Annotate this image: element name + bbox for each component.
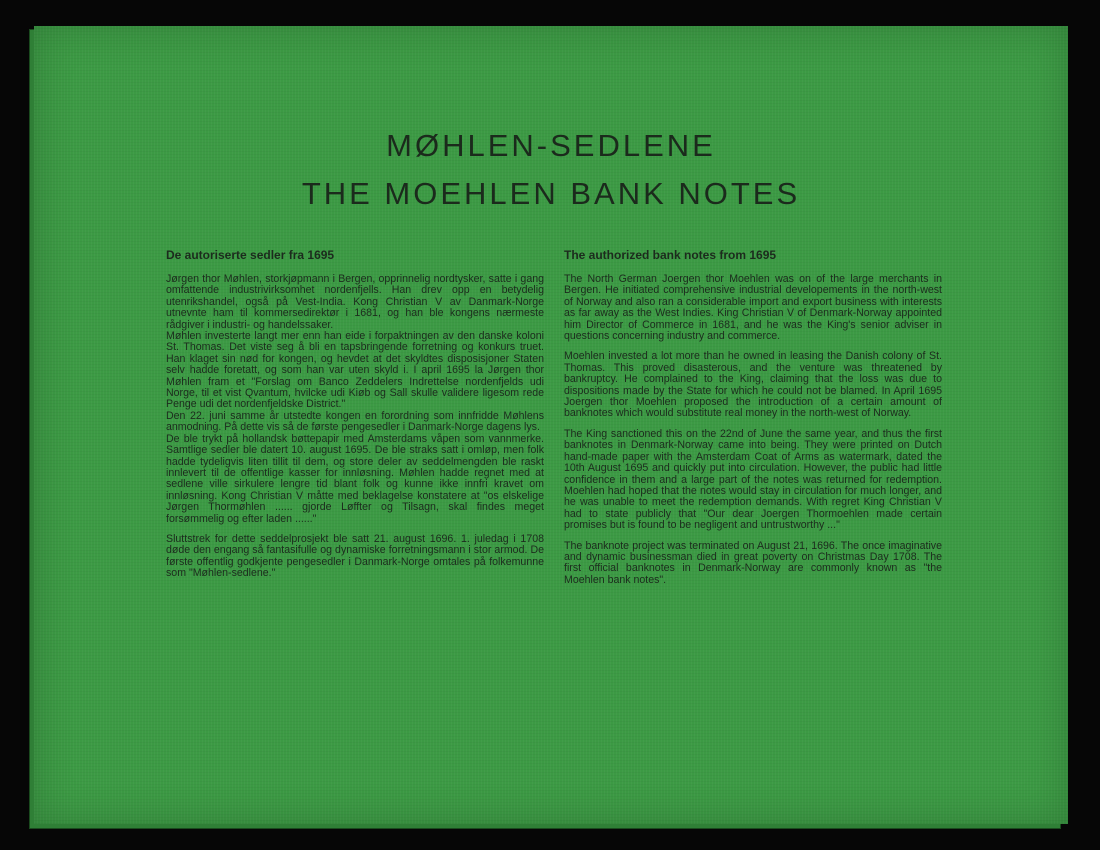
title-norwegian: MØHLEN-SEDLENE [386, 128, 716, 163]
norwegian-column [166, 248, 544, 580]
title-english: THE MOEHLEN BANK NOTES [301, 176, 801, 211]
english-paragraph-4: The banknote project was terminated on August 21, 1696. The once imaginative and dynamic businessman died in great poverty on Christmas Day 1708. The first official banknotes in Denmark-Norway are commonly known as "the Moehlen bank notes". [564, 539, 942, 586]
english-paragraph-1: The North German Joergen thor Moehlen was on of the large merchants in Bergen. He initiated comprehensive industrial developements in the north-west of Norway and also ran a considerable import and export business with interests as far away as the West Indies. King Christian V of Denmark-Norway appointed him Director of Commerce in 1681, and he was the King's senior adviser in questions concerning industry and commerce. [564, 273, 942, 343]
norwegian-paragraph-3: Den 22. juni samme år utstedte kongen en forordning som innfridde Møhlens anmodning. På dette vis så de første pengesedler i Danmark-Norge dagens lys. [166, 409, 544, 434]
english-paragraph-2: Moehlen invested a lot more than he owned in leasing the Danish colony of St. Thomas. This proved disasterous, and the venture was threatened by bankruptcy. He complained to the King, claiming that the loss was due to dispositions made by the State for which he could not be blamed. In April 1695 Joergen thor Moehlen proposed the introduction of a certain amount of banknotes which would substitute real money in the north-west of Norway. [564, 350, 942, 420]
norwegian-heading: De autoriserte sedler fra 1695 [166, 248, 335, 262]
english-paragraph-3: The King sanctioned this on the 22nd of June the same year, and thus the first banknotes in Denmark-Norway came into being. They were printed on Dutch hand-made paper with the Amsterdam Coat of Arms as watermark, dated the 10th August 1695 and quickly put into circulation. However, the public had little confidence in them and a large part of the notes was returned for redemption. Moehlen had hoped that the notes would stay in circulation for much longer, and he was unable to meet the redemption demands. With regret King Christian V had to state publicly that "Our dear Joergen Thormoehlen made certain promises but is found to be negligent and untrustworthy ..." [564, 427, 942, 532]
english-heading: The authorized bank notes from 1695 [564, 248, 777, 262]
norwegian-paragraph-1: Jørgen thor Møhlen, storkjøpmann i Bergen, opprinnelig nordtysker, satte i gang omfattende industrivirksomhet nordenfjells. Han drev opp en betydelig utenrikshandel, også på Vest-India. Kong Christian V av Danmark-Norge utnevnte ham til kommersedirektør i 1681, og han ble kongens nærmeste rådgiver i industri- og handelssaker. [166, 273, 544, 331]
english-column [564, 248, 942, 586]
norwegian-paragraph-5: Sluttstrek for dette seddelprosjekt ble satt 21. august 1696. 1. juledag i 1708 døde den engang så fantasifulle og dynamiske forretningsmann i stor armod. De første offentlig godkjente pengesedler i Danmark-Norge omtales på folkemunne som "Møhlen-sedlene." [166, 532, 544, 580]
norwegian-paragraph-2: Møhlen investerte langt mer enn han eide i forpaktningen av den danske koloni St. Thomas. Det viste seg å bli en tapsbringende forretning og konkurs truet. Han klaget sin nød for kongen, og hevdet at det skyldtes disposisjoner Staten selv hadde foretatt, og som han var uten skyld i. I april 1695 la Jørgen thor Møhlen fram et "Forslag om Banco Zeddelers Indrettelse nordenfjelds udi Norge, til et vist Qvantum, hvilcke udi Kiøb og Sall skulle validere ligesom rede Penge udi det nordenfjeldske District." [166, 330, 544, 411]
green-folder-sheet [34, 26, 1068, 824]
norwegian-paragraph-4: De ble trykt på hollandsk bøttepapir med Amsterdams våpen som vannmerke. Samtlige sedler ble datert 10. august 1695. De ble straks satt i omløp, men folk hadde tydeligvis liten tillit til dem, og store deler av seddelmengden ble raskt innlevert til de offentlige kasser for innløsning. Møhlen hadde regnet med at sedlene ville sirkulere lengre tid blant folk og kunne ikke innfri kravet om innløsning. Kong Christian V måtte med beklagelse konstatere at "os elskelige Jørgen Thormøhlen ...... gjorde Løffter og Tilsagn, skal findes meget forsømmelig og efter laden ......" [166, 432, 544, 525]
